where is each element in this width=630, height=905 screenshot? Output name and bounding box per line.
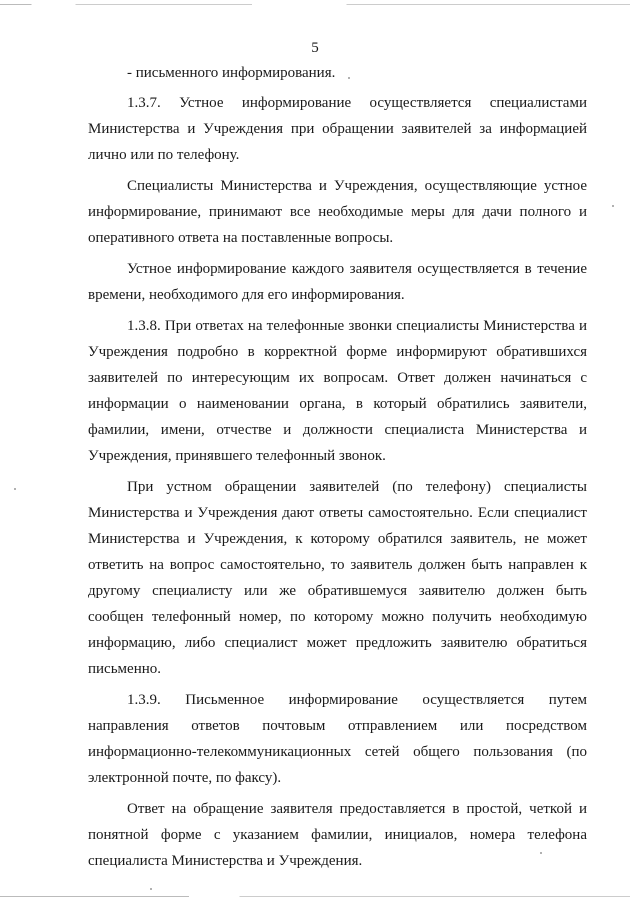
page-number: 5	[311, 40, 319, 56]
paragraph-1-3-7: 1.3.7. Устное информирование осуществляется специалистами Министерства и Учреждения при обращении заявителей за информацией лично или по телефону.	[88, 95, 587, 163]
paragraph-specialists: Специалисты Министерства и Учреждения, осуществляющие устное информирование, принимают все необходимые меры для дачи полного и оперативного ответа на поставленные вопросы.	[88, 178, 587, 246]
scan-speck	[348, 77, 350, 79]
scan-speck	[612, 205, 614, 207]
scan-speck	[540, 852, 542, 854]
paragraph-1-3-9: 1.3.9. Письменное информирование осуществляется путем направления ответов почтовым отправлением или посредством информационно-телекоммуникационных сетей общего пользования (по электронной почте, по факсу).	[88, 692, 587, 786]
scan-speck	[150, 888, 152, 890]
document-body	[88, 60, 587, 879]
paragraph-oral-phone: При устном обращении заявителей (по телефону) специалисты Министерства и Учреждения дают ответы самостоятельно. Если специалист Министерства и Учреждения, к которому обратился заявитель, не может ответить на вопрос самостоятельно, то заявитель должен быть направлен к другому специалисту или же обратившемуся заявителю должен быть сообщен телефонный номер, по которому можно получить необходимую информацию, либо специалист может предложить заявителю обратиться письменно.	[88, 479, 587, 677]
scan-edge-top	[0, 4, 630, 5]
paragraph-oral-duration: Устное информирование каждого заявителя осуществляется в течение времени, необходимого для его информирования.	[88, 261, 587, 303]
paragraph-1-3-8: 1.3.8. При ответах на телефонные звонки специалисты Министерства и Учреждения подробно в корректной форме информируют обратившихся заявителей по интересующим их вопросам. Ответ должен начинаться с информации о наименовании органа, в который обратились заявители, фамилии, имени, отчестве и должности специалиста Министерства и Учреждения, принявшего телефонный звонок.	[88, 318, 587, 464]
scan-speck	[14, 488, 16, 490]
paragraph-list-item: - письменного информирования.	[127, 65, 336, 81]
paragraph-answer-form: Ответ на обращение заявителя предоставляется в простой, четкой и понятной форме с указанием фамилии, инициалов, номера телефона специалиста Министерства и Учреждения.	[88, 801, 587, 869]
scan-edge-bottom	[0, 896, 630, 897]
